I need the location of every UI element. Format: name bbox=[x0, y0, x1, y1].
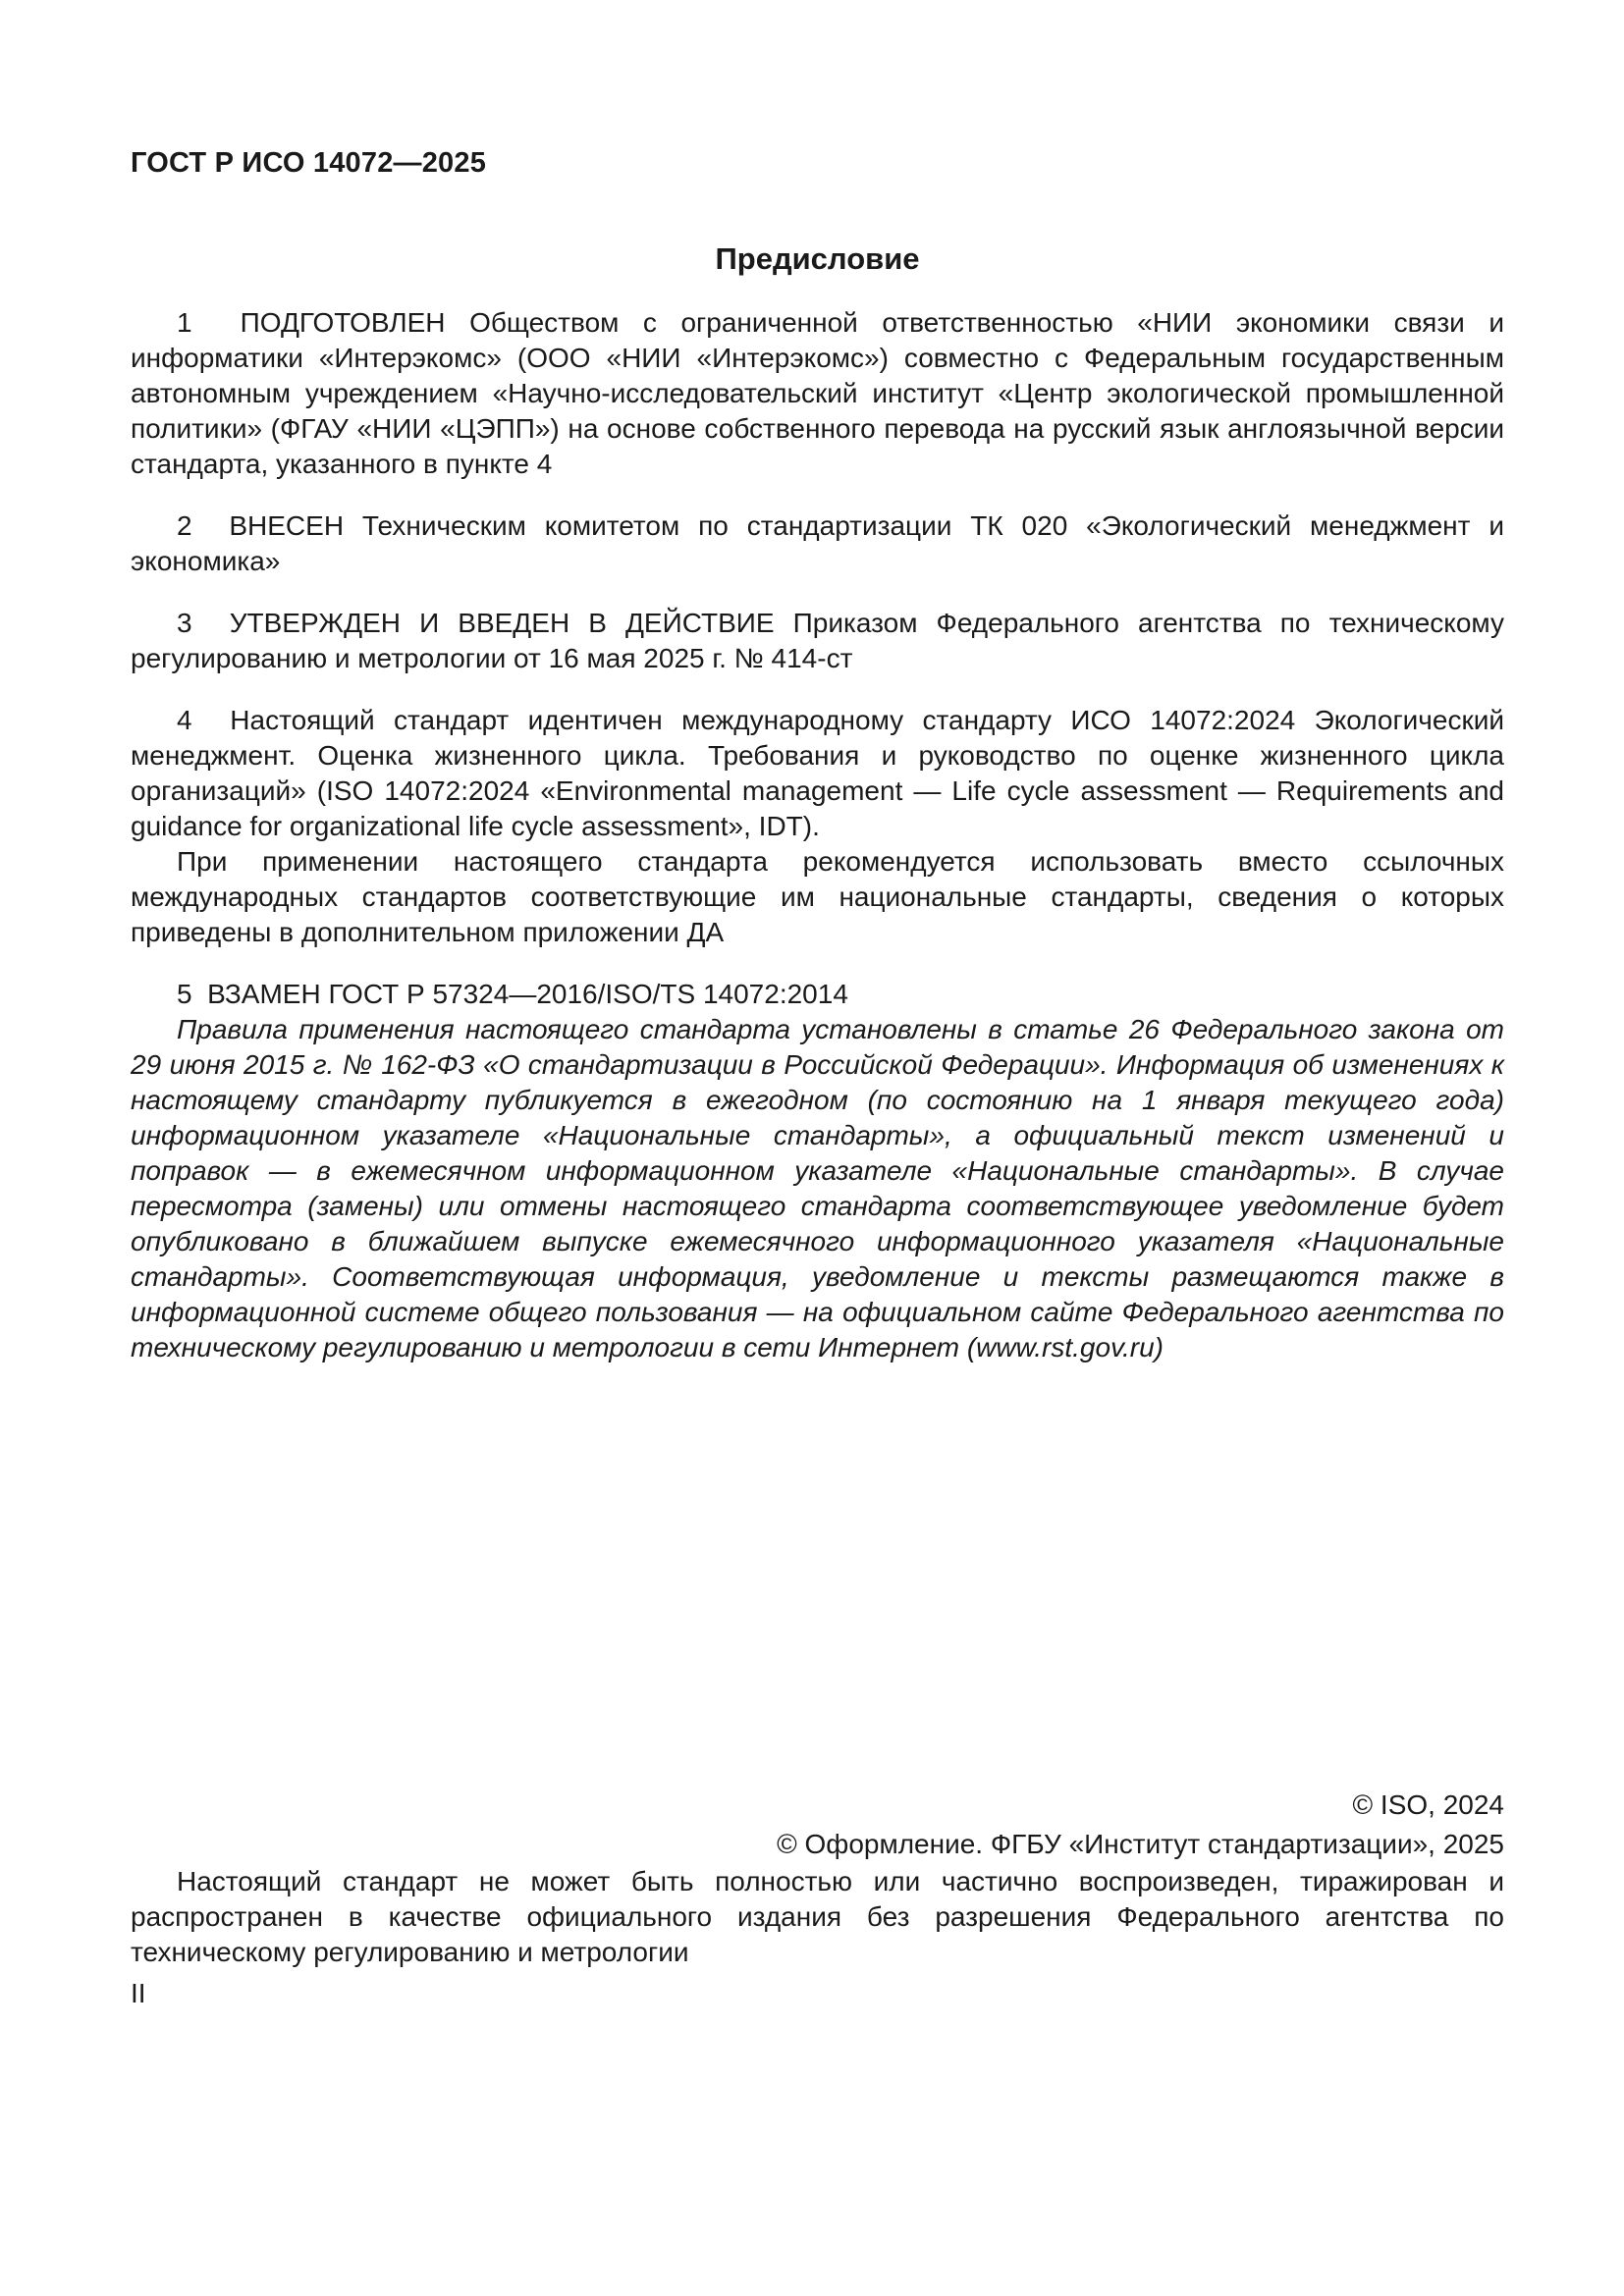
copyright-publisher: © Оформление. ФГБУ «Институт стандартизации», 2025 bbox=[777, 1829, 1504, 1859]
copyright-iso: © ISO, 2024 bbox=[1352, 1789, 1504, 1820]
standard-code: ГОСТ Р ИСО 14072—2025 bbox=[131, 147, 487, 179]
foreword-title: Предисловие bbox=[715, 241, 920, 276]
page-number: II bbox=[131, 1978, 146, 2008]
reproduction-restriction-note: Настоящий стандарт не может быть полностью или частично воспроизведен, тиражирован и распространен в качестве официального издания без разрешения Федерального агентства по техническому регулированию и метрологии bbox=[131, 1866, 1504, 1967]
foreword-item-5: 5 ВЗАМЕН ГОСТ Р 57324—2016/ISO/TS 14072:2014 bbox=[177, 979, 848, 1009]
page-content bbox=[131, 145, 1504, 2011]
legal-application-note: Правила применения настоящего стандарта установлены в статье 26 Федерального закона от 29 июня 2015 г. № 162-ФЗ «О стандартизации в Российской Федерации». Информация об изменениях к настоящему стандарту публикуется в ежегодном (по состоянию на 1 января текущего года) информационном указателе «Национальные стандарты», а официальный текст изменений и поправок — в ежемесячном информационном указателе «Национальные стандарты». В случае пересмотра (замены) или отмены настоящего стандарта соответствующее уведомление будет опубликовано в ближайшем выпуске ежемесячного информационного указателя «Национальные стандарты». Соответствующая информация, уведомление и тексты размещаются также в информационной системе общего пользования — на официальном сайте Федерального агентства по техническому регулированию и метрологии в сети Интернет (www.rst.gov.ru) bbox=[131, 1014, 1504, 1362]
foreword-item-1: 1 ПОДГОТОВЛЕН Обществом с ограниченной ответственностью «НИИ экономики связи и информатики «Интерэкомс» (ООО «НИИ «Интерэкомс») совместно с Федеральным государственным автономным учреждением «Научно-исследовательский институт «Центр экологической промышленной политики» (ФГАУ «НИИ «ЦЭПП») на основе собственного перевода на русский язык англоязычной версии стандарта, указанного в пункте 4 bbox=[131, 307, 1504, 479]
foreword-item-3: 3 УТВЕРЖДЕН И ВВЕДЕН В ДЕЙСТВИЕ Приказом Федерального агентства по техническому регулированию и метрологии от 16 мая 2025 г. № 414-ст bbox=[131, 608, 1504, 673]
foreword-item-4-note: При применении настоящего стандарта рекомендуется использовать вместо ссылочных международных стандартов соответствующие им национальные стандарты, сведения о которых приведены в дополнительном приложении ДА bbox=[131, 846, 1504, 947]
copyright-block bbox=[131, 1786, 1504, 1864]
foreword-item-4: 4 Настоящий стандарт идентичен международному стандарту ИСО 14072:2024 Экологический менеджмент. Оценка жизненного цикла. Требования и руководство по оценке жизненного цикла организаций» (ISO 14072:2024 «Environmental management — Life cycle assessment — Requirements and guidance for organizational life cycle assessment», IDT). bbox=[131, 705, 1504, 841]
foreword-item-2: 2 ВНЕСЕН Техническим комитетом по стандартизации ТК 020 «Экологический менеджмент и экономика» bbox=[131, 510, 1504, 576]
